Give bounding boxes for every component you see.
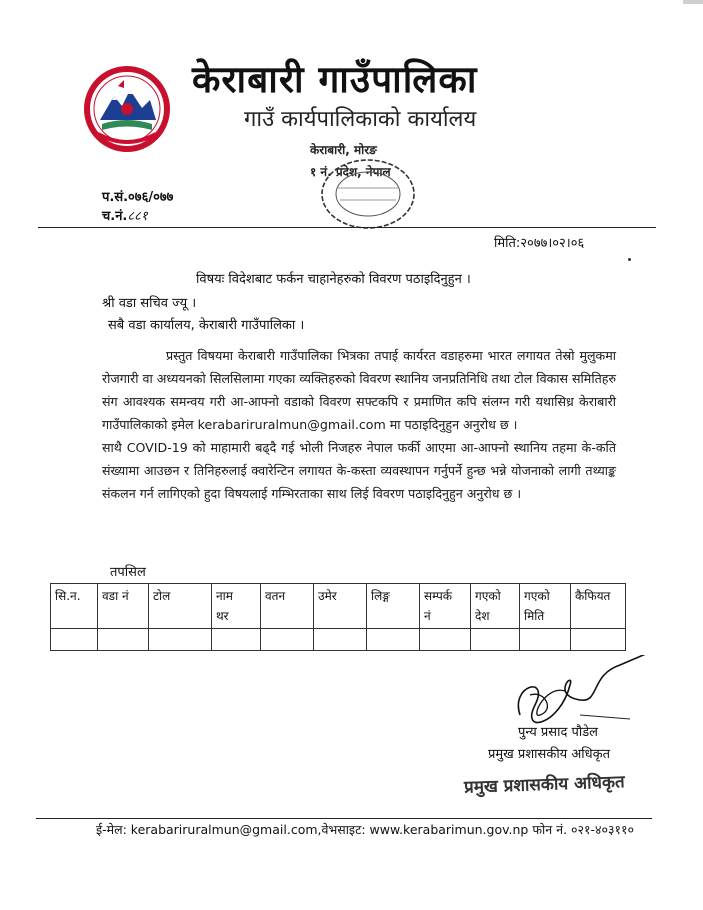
- annex-label: तपसिल: [110, 565, 146, 580]
- addressee-block: [102, 293, 304, 337]
- office-subtitle: गाउँ कार्यपालिकाको कार्यालय: [244, 107, 477, 132]
- letter-date: मिति:२०७७।०२।०६: [494, 236, 585, 251]
- col-country: गएको देश: [471, 584, 520, 629]
- signatory-name: पुन्य प्रसाद पौडेल: [518, 725, 598, 740]
- col-address: वतन: [261, 584, 314, 629]
- letter-subject: विषयः विदेशबाट फर्कन चाहानेहरुको विवरण पठाइदिनुहुन ।: [196, 272, 471, 287]
- letter-body: [102, 344, 616, 505]
- addressee-line-2: सबै वडा कार्यालय, केराबारी गाउँपालिका ।: [108, 318, 305, 333]
- table-row: [51, 629, 626, 651]
- footer-contact: [96, 821, 634, 838]
- col-date-left: गएको मिति: [520, 584, 571, 629]
- col-remarks: कैफियत: [571, 584, 626, 629]
- scan-dot: [628, 258, 631, 261]
- col-ward: वडा नं: [98, 584, 149, 629]
- col-serial: सि.न.: [51, 584, 98, 629]
- footer-email: ई-मेल: kerabariruralmun@gmail.com,: [96, 822, 322, 837]
- chalani-label: च.नं.: [102, 209, 128, 224]
- nepal-emblem-icon: [84, 66, 170, 152]
- office-stamp-icon: [312, 150, 420, 236]
- chalani-number: ८८१: [127, 209, 148, 224]
- col-name: नाम थर: [212, 584, 261, 629]
- table-header-row: [51, 584, 626, 629]
- col-age: उमेर: [314, 584, 367, 629]
- address-line-1: केराबारी, मोरङ: [310, 143, 377, 157]
- body-paragraph-2: साथै COVID-19 को माहामारी बढ्दै गई भोली निजहरु नेपाल फर्की आएमा आ-आफ्नो स्थानिय तहमा के-कति संख्यामा आउछन र तिनिहरुलाई क्वारेन्टिन लगायत के-कस्ता व्यवस्थापन गर्नुपर्ने हुन्छ भन्ने योजनाको लागी तथ्याङ्क संकलन गर्न लागिएको हुदा विषयलाई गम्भिरताका साथ लिई विवरण पठाइदिनुहुन अनुरोध छ ।: [102, 440, 616, 501]
- col-contact: सम्पर्क नं: [420, 584, 471, 629]
- patra-sankhya: प.सं.०७६/०७७: [102, 190, 174, 205]
- office-name: केराबारी गाउँपालिका: [192, 58, 478, 101]
- address-line-2: १ नं. प्रदेश, नेपाल: [310, 165, 391, 179]
- signatory-title: प्रमुख प्रशासकीय अधिकृत: [488, 747, 611, 762]
- col-tole: टोल: [149, 584, 212, 629]
- footer-divider: [36, 818, 652, 819]
- col-gender: लिङ्ग: [367, 584, 420, 629]
- header-divider: [38, 227, 656, 228]
- chalani-line: [102, 207, 173, 226]
- scan-corner-mark: [683, 0, 703, 4]
- addressee-line-1: श्री वडा सचिव ज्यू ।: [102, 296, 197, 311]
- footer-website: वेभसाइट: www.kerabarimun.gov.np: [321, 822, 529, 837]
- reference-block: [102, 188, 173, 226]
- details-table: [50, 583, 626, 651]
- designation-stamp: प्रमुख प्रशासकीय अधिकृत: [463, 772, 625, 798]
- body-paragraph-1: प्रस्तुत विषयमा केराबारी गाउँपालिका भित्रका तपाई कार्यरत वडाहरुमा भारत लगायत तेस्रो मुलुकमा रोजगारी वा अध्ययनको सिलसिलामा गएका व्यक्तिहरुको विवरण स्थानिय जनप्रतिनिधि तथा टोल विकास समितिहरु संग आवश्यक समन्वय गरी आ-आफ्नो वडाको विवरण सफ्टकपि र प्रमाणित कपि संलग्न गरी यथासिध्र केराबारी गाउँपालिकाको इमेल kerabariruralmun@gmail.com मा पठाइदिनुहुन अनुरोध छ ।: [102, 348, 616, 432]
- footer-phone: फोन नं. ०२१-४०३११०: [532, 822, 635, 837]
